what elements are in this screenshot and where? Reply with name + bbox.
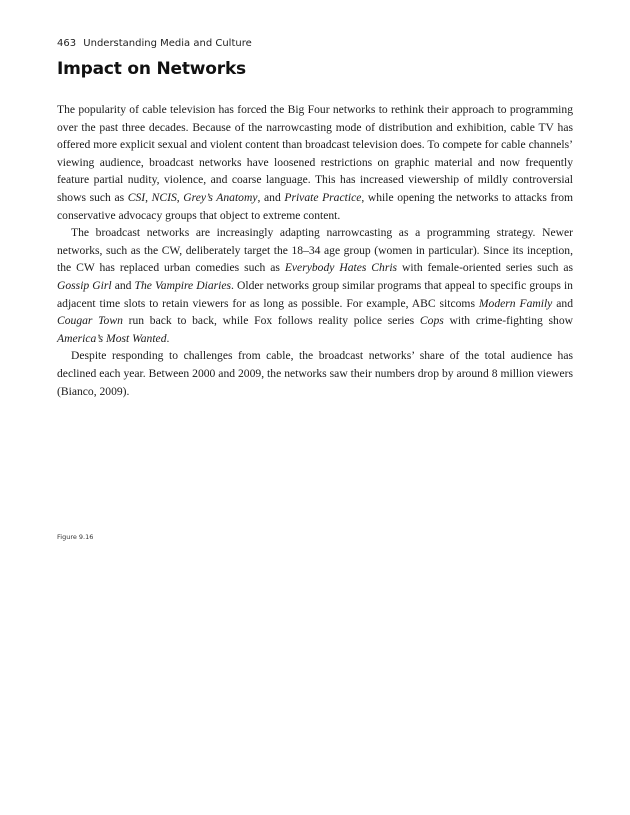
show-title: The Vampire Diaries	[134, 278, 232, 292]
text-run: The popularity of cable television has forced the Big Four networks to rethink their approach to programming over the past three decades. Because of the narrowcasting mode of distribution and exhibition, cable TV has offered more explicit sexual and violent content than broadcast television does. To compete for cable channels’ viewing audience, broadcast networks have loosened restrictions on graphic material and now frequently feature partial nudity, violence, and coarse language. This has increased viewership of mildly controversial shows such as	[57, 103, 573, 204]
text-run: Despite responding to challenges from cable, the broadcast networks’ share of the total audience has declined each year. Between 2000 and 2009, the networks saw their numbers drop by around 8 million viewers (Bianco, 2009).	[57, 349, 573, 398]
show-title: CSI	[127, 190, 146, 204]
paragraph-3	[57, 347, 573, 400]
paragraph-1	[57, 101, 573, 224]
show-title: Cops	[419, 314, 444, 328]
text-run: . Older networks group similar programs that appeal to specific groups in adjacent time slots to retain viewers for as long as possible. For example, ABC sitcoms	[57, 278, 573, 310]
book-title: Understanding Media and Culture	[83, 38, 252, 49]
text-run: , and	[257, 190, 285, 204]
figure-caption: Figure 9.16	[57, 533, 94, 541]
show-title: Cougar Town	[57, 314, 123, 328]
show-title: Gossip Girl	[57, 278, 112, 292]
show-title: Modern Family	[478, 296, 553, 310]
text-run: with crime-fighting show	[443, 314, 573, 328]
text-run: and	[552, 296, 573, 310]
text-run: run back to back, while Fox follows reality police series	[122, 314, 420, 328]
text-run: and	[111, 278, 135, 292]
show-title: NCIS	[151, 190, 177, 204]
text-run: ,	[176, 190, 184, 204]
text-run: ,	[145, 190, 152, 204]
paragraph-2	[57, 224, 573, 347]
show-title: Private Practice	[284, 190, 362, 204]
text-run: with female-oriented series such as	[397, 261, 573, 275]
running-header	[57, 38, 252, 49]
section-heading: Impact on Networks	[57, 59, 246, 79]
article-body	[57, 101, 573, 400]
text-run: , while opening the networks to attacks from conservative advocacy groups that object to extreme content.	[57, 190, 574, 222]
text-run: The broadcast networks are increasingly adapting narrowcasting as a programming strategy. Newer networks, such as the CW, deliberately target the 18–34 age group (women in particular). Since its inception, the CW has replaced urban comedies such as	[57, 226, 573, 275]
show-title: America’s Most Wanted	[57, 331, 167, 345]
page-number: 463	[57, 38, 77, 49]
show-title: Grey’s Anatomy	[183, 190, 258, 204]
show-title: Everybody Hates Chris	[284, 261, 398, 275]
text-run: .	[166, 331, 170, 345]
